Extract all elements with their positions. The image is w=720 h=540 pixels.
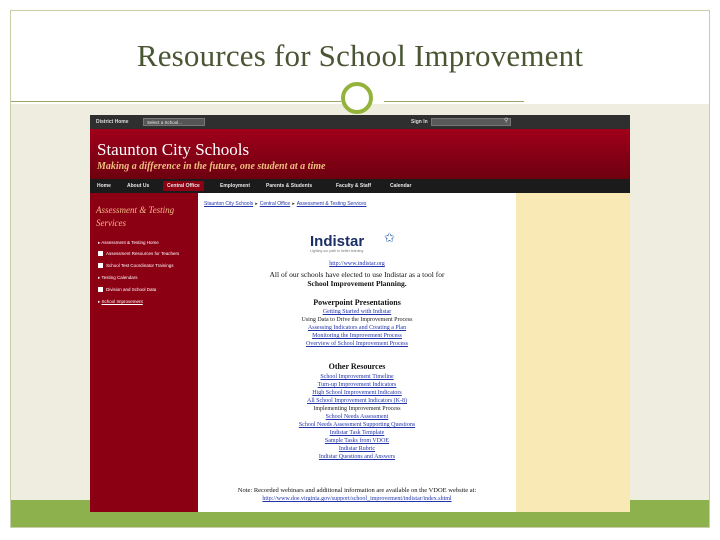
nav-item-central-office[interactable]: Central Office [163,181,204,191]
breadcrumb-home[interactable]: Staunton City Schools [204,201,254,207]
main-nav [90,179,630,193]
site-tagline: Making a difference in the future, one student at a time [97,161,326,172]
indistar-link[interactable]: http://www.indistar.org [329,261,385,267]
resource-link-turnup-indicators[interactable]: Turn-up Improvement Indicators [317,382,397,388]
district-home-link[interactable]: District Home [96,119,129,125]
sidebar-item-coordinator-trainings[interactable]: School Test Coordinator Trainings [98,263,173,268]
resource-link-needs-assessment[interactable]: School Needs Assessment [325,414,389,420]
nav-item-about-us[interactable]: About Us [127,183,150,189]
ppt-link-overview[interactable]: Overview of School Improvement Process [306,341,408,347]
intro-text-bold: School Improvement Planning. [307,279,407,288]
indistar-logo: Indistar ✩ Lighting our path to better learning [310,230,395,253]
ppt-link-monitoring[interactable]: Monitoring the Improvement Process [312,333,402,339]
star-icon: ✩ [384,230,395,245]
nav-item-employment[interactable]: Employment [220,183,251,189]
ppt-link-getting-started[interactable]: Getting Started with Indistar [322,309,392,315]
nav-item-calendar[interactable]: Calendar [390,183,412,189]
sidebar-item-resources-teachers[interactable]: Assessment Resources for Teachers [98,251,179,256]
nav-item-parents-students[interactable]: Parents & Students [266,183,313,189]
other-resources-heading: Other Resources [328,362,386,371]
bullet-icon [98,263,103,268]
vdoe-link[interactable]: http://www.doe.virginia.gov/support/school_improvement/indistar/index.shtml [262,496,452,502]
resource-link-needs-questions[interactable]: School Needs Assessment Supporting Questions [298,422,416,428]
nav-item-faculty-staff[interactable]: Faculty & Staff [336,183,372,189]
breadcrumb-central-office[interactable]: Central Office [259,201,291,207]
resource-link-timeline[interactable]: School Improvement Timeline [320,374,394,380]
breadcrumb-separator-icon: ▸ [292,201,295,207]
ppt-link-assessing-indicators[interactable]: Assessing Indicators and Creating a Plan [307,325,407,331]
breadcrumb-separator-icon: ▸ [255,201,258,207]
bullet-icon [98,251,103,256]
sidebar-item-testing-calendars[interactable]: ▸ Testing Calendars [98,275,138,280]
search-input[interactable] [431,118,511,126]
resource-link-all-indicators[interactable]: All School Improvement Indicators (K-8) [307,398,407,404]
intro-text: All of our schools have elected to use Indistar as a tool for [269,270,445,279]
main-content [198,193,516,512]
title-divider-left [11,101,341,102]
note-text: Note: Recorded webinars and additional information are available on the VDOE website at: [237,487,477,494]
ring-ornament-icon [341,82,373,114]
sidebar-item-division-data[interactable]: Division and School Data [98,287,156,292]
site-banner [90,129,630,179]
resource-link-high-school-indicators[interactable]: High School Improvement Indicators [312,390,402,396]
top-bar [90,115,630,129]
sidebar [90,193,198,512]
breadcrumb [204,201,366,207]
search-icon[interactable]: ⚲ [504,118,509,124]
sign-in-link[interactable]: Sign In [411,119,428,125]
website-screenshot [90,115,630,512]
resource-link-task-template[interactable]: Indistar Task Template [329,430,385,436]
sidebar-item-school-improvement[interactable]: ▸ School Improvement [98,299,143,304]
ppt-item-using-data: Using Data to Drive the Improvement Process [301,317,413,323]
slide-title: Resources for School Improvement [136,38,584,73]
breadcrumb-assessment[interactable]: Assessment & Testing Services [296,201,367,207]
bullet-icon [98,287,103,292]
resource-link-rubric[interactable]: Indistar Rubric [338,446,376,452]
right-column [516,193,630,512]
powerpoint-heading: Powerpoint Presentations [313,298,401,307]
sidebar-item-assessment-home[interactable]: ▸ Assessment & Testing Home [98,240,159,245]
title-divider-right [384,101,524,102]
school-select[interactable]: Select a School... [143,118,205,126]
site-name[interactable]: Staunton City Schools [97,140,250,159]
nav-item-home[interactable]: Home [97,183,111,189]
sidebar-title: Assessment & Testing Services [96,205,175,228]
resource-link-qa[interactable]: Indistar Questions and Answers [318,454,396,460]
resource-link-sample-tasks[interactable]: Sample Tasks from VDOE [324,438,390,444]
resource-item-implementing: Implementing Improvement Process [313,406,401,412]
